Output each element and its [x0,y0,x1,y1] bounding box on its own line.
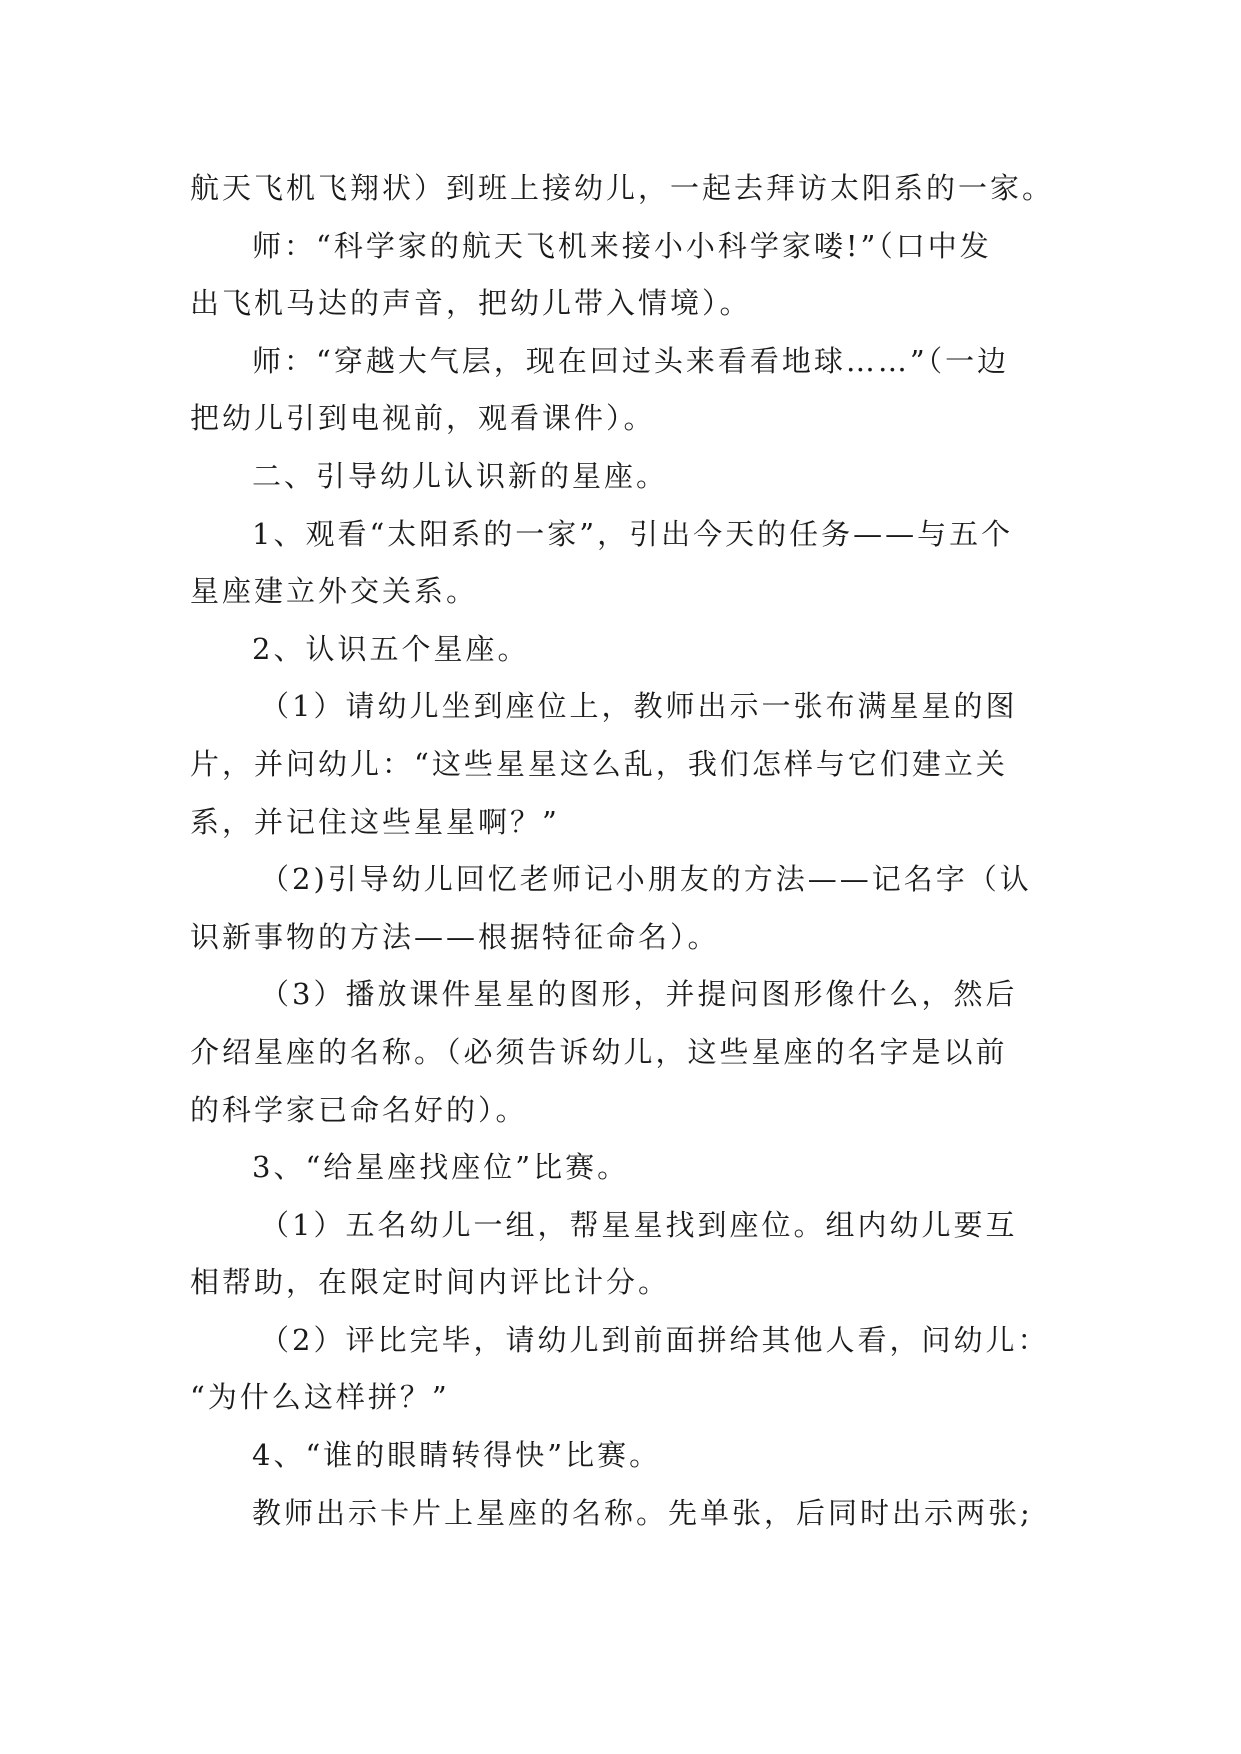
text-line: 1、观看“太阳系的一家”，引出今天的任务——与五个 [252,516,1014,551]
text-line: 把幼儿引到电视前，观看课件）。 [190,401,656,436]
text-line: （3）播放课件星星的图形，并提问图形像什么，然后 [260,977,1018,1012]
text-line: （2)引导幼儿回忆老师记小朋友的方法——记名字（认 [260,862,1032,897]
text-line: 2、认识五个星座。 [252,631,530,666]
text-line: 师：“科学家的航天飞机来接小小科学家喽!”（口中发 [252,228,992,263]
text-line: （1）请幼儿坐到座位上，教师出示一张布满星星的图 [260,689,1018,724]
text-line: （1）五名幼儿一组，帮星星找到座位。组内幼儿要互 [260,1207,1018,1242]
text-line: 师：“穿越大气层，现在回过头来看看地球……”（一边 [252,343,1010,378]
text-line: 航天飞机飞翔状）到班上接幼儿，一起去拜访太阳系的一家。 [190,171,1055,205]
text-line: 教师出示卡片上星座的名称。先单张，后同时出示两张; [252,1495,1033,1530]
text-line: 的科学家已命名好的）。 [190,1092,528,1127]
text-line: 系，并记住这些星星啊？” [190,804,560,839]
text-line: 介绍星座的名称。（必须告诉幼儿，这些星座的名字是以前 [190,1034,1008,1069]
text-line: 出飞机马达的声音，把幼儿带入情境）。 [190,286,752,321]
text-line: 4、“谁的眼睛转得快”比赛。 [252,1438,662,1473]
body-text [190,160,1090,1542]
text-line: 相帮助，在限定时间内评比计分。 [190,1265,671,1300]
text-line: 3、“给星座找座位”比赛。 [252,1150,630,1185]
text-line: 识新事物的方法——根据特征命名）。 [190,919,720,954]
section-heading: 二、引导幼儿认识新的星座。 [252,458,669,493]
text-line: “为什么这样拼？” [190,1380,450,1415]
text-line: 片，并问幼儿：“这些星星这么乱，我们怎样与它们建立关 [190,746,1008,781]
text-line: （2）评比完毕，请幼儿到前面拼给其他人看，问幼儿： [260,1322,1050,1357]
text-line: 星座建立外交关系。 [190,574,479,609]
